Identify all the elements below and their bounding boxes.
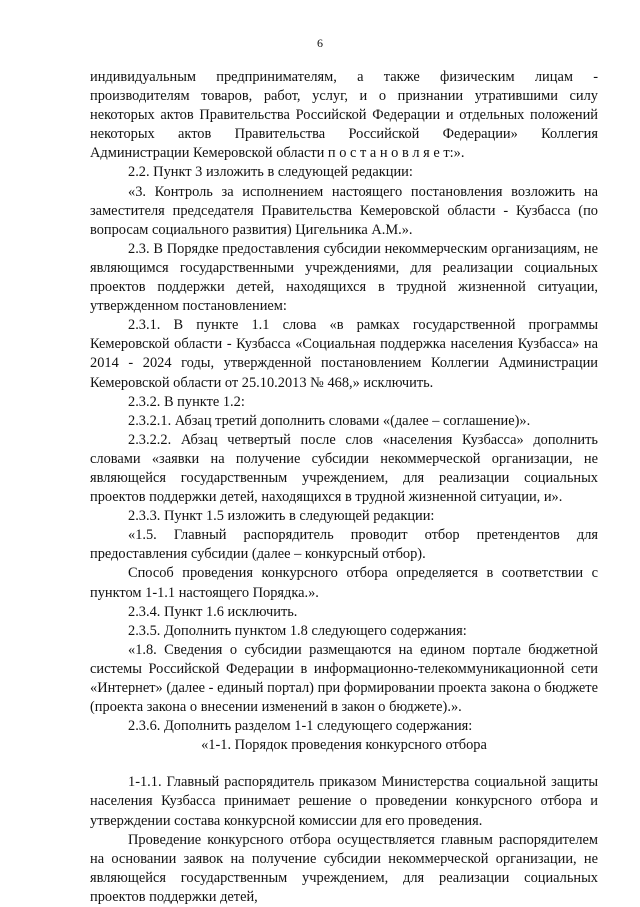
paragraph: Способ проведения конкурсного отбора определяется в соответствии с пунктом 1-1.1 настоящего Порядка.».: [90, 565, 598, 601]
document-body: [90, 68, 598, 907]
paragraph: 2.2. Пункт 3 изложить в следующей редакции:: [128, 164, 413, 181]
paragraph: 2.3.4. Пункт 1.6 исключить.: [128, 603, 298, 620]
paragraph: 1-1.1. Главный распорядитель приказом Министерства социальной защиты населения Кузбасса принимает решение о проведении конкурсного отбора и утверждении состава конкурсной комиссии для его проведения.: [90, 774, 598, 829]
paragraph: 2.3.2. В пункте 1.2:: [128, 393, 245, 410]
paragraph: «1.8. Сведения о субсидии размещаются на едином портале бюджетной системы Российской Федерации в информационно-телекоммуникационной сети «Интернет» (далее - единый портал) при формировании проекта закона о бюджете (проекта закона о внесении изменений в закон о бюджете).».: [90, 641, 598, 716]
paragraph: 2.3.6. Дополнить разделом 1-1 следующего содержания:: [128, 718, 473, 735]
paragraph: 2.3.5. Дополнить пунктом 1.8 следующего содержания:: [128, 622, 467, 639]
paragraph: 2.3.3. Пункт 1.5 изложить в следующей редакции:: [128, 508, 435, 525]
paragraph: 2.3.1. В пункте 1.1 слова «в рамках государственной программы Кемеровской области - Кузбасса «Социальная поддержка населения Кузбасса» на 2014 - 2024 годы, утвержденной постановлением Коллегии Администрации Кемеровской области от 25.10.2013 № 468,» исключить.: [90, 317, 598, 391]
paragraph: 2.3. В Порядке предоставления субсидии некоммерческим организациям, не являющимся государственными учреждениями, для реализации социальных проектов поддержки детей, находящихся в трудной жизненной ситуации, утвержденном постановлением:: [90, 240, 598, 315]
paragraph: индивидуальным предпринимателям, а также физическим лицам - производителям товаров, работ, услуг, и о признании утратившими силу некоторых актов Правительства Российской Федерации и отдельных положений некоторых актов Правительства Российской Федерации» Коллегия Администрации Кемеровской области п о с т а н о в л я е т:».: [90, 69, 598, 162]
paragraph-group: [90, 68, 598, 736]
section-title: «1-1. Порядок проведения конкурсного отбора: [201, 737, 487, 754]
paragraph: Проведение конкурсного отбора осуществляется главным распорядителем на основании заявок на получение субсидии некоммерческой организации, не являющейся государственным учреждением, для реализации социальных проектов поддержки детей,: [90, 831, 598, 905]
page-number: 6: [317, 36, 323, 50]
section-spacer: [90, 755, 598, 773]
paragraph: «1.5. Главный распорядитель проводит отбор претендентов для предоставления субсидии (далее – конкурсный отбор).: [90, 527, 598, 563]
paragraph: «3. Контроль за исполнением настоящего постановления возложить на заместителя председателя Правительства Кемеровской области - Кузбасса (по вопросам социального развития) Цигельника А.М.».: [90, 183, 598, 238]
paragraph: 2.3.2.2. Абзац четвертый после слов «населения Кузбасса» дополнить словами «заявки на получение субсидии некоммерческой организации, не являющейся государственным учреждением, для реализации социальных проектов поддержки детей, находящихся в трудной жизненной ситуации, и».: [90, 431, 598, 506]
paragraph: 2.3.2.1. Абзац третий дополнить словами «(далее – соглашение)».: [128, 412, 531, 429]
paragraph-group: [90, 773, 598, 907]
